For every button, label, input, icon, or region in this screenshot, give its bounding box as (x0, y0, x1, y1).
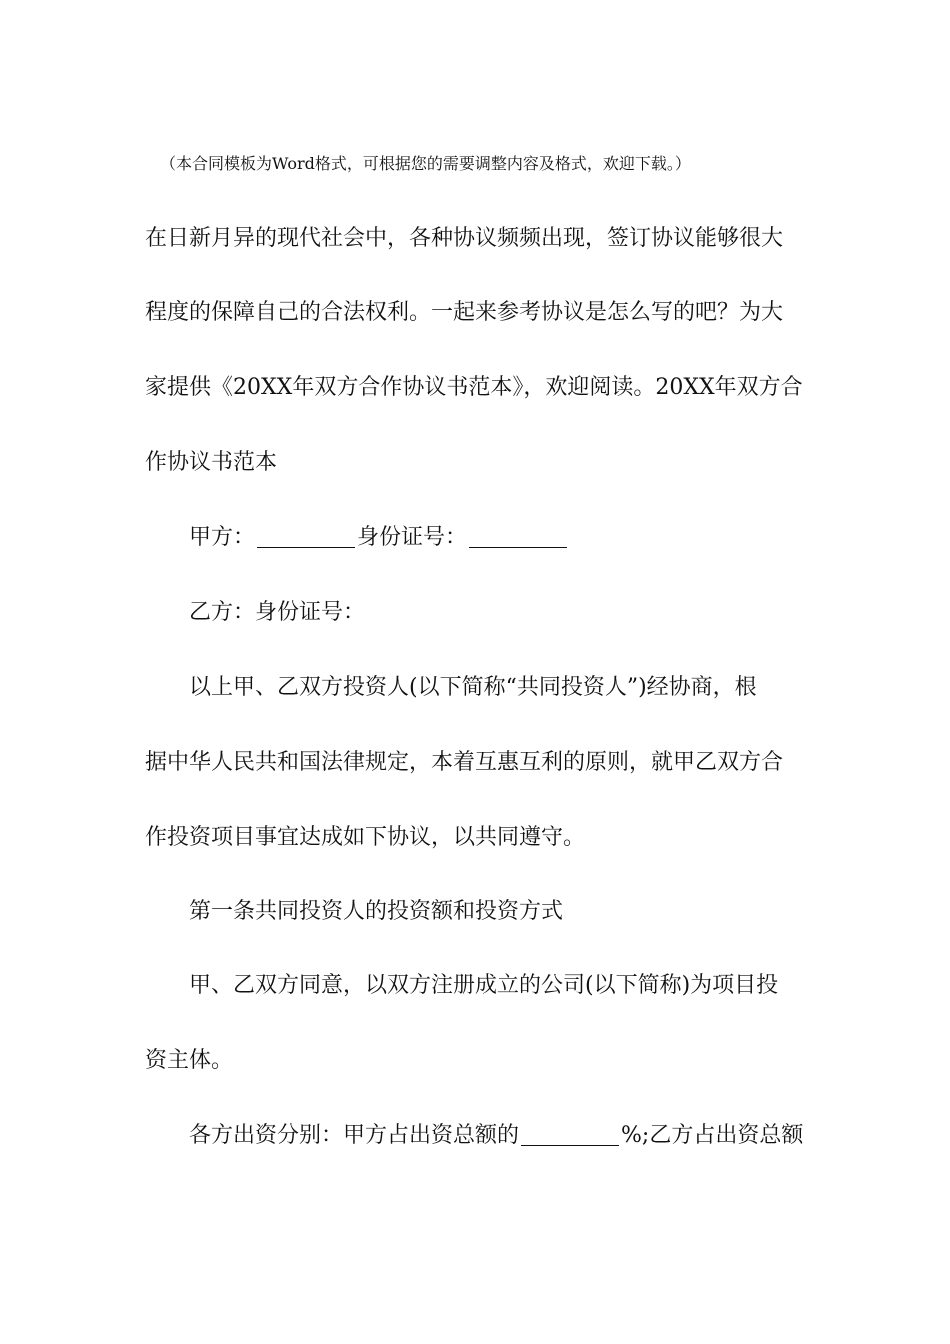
intro-line-3: 家提供《20XX年双方合作协议书范本》，欢迎阅读。20XX年双方合 (145, 375, 803, 400)
contribution-prefix: 各方出资分别：甲方占出资总额的 (189, 1123, 520, 1148)
contribution-suffix: %;乙方占出资总额 (621, 1123, 804, 1148)
template-note: （本合同模板为Word格式，可根据您的需要调整内容及格式，欢迎下载。） (160, 154, 691, 173)
party-a-percent-blank[interactable] (521, 1123, 619, 1146)
party-a-id-label: 身份证号： (357, 525, 468, 550)
party-b-line: 乙方：身份证号： (189, 600, 366, 625)
party-a-name-blank[interactable] (257, 525, 355, 548)
contribution-line (189, 1121, 803, 1151)
clause-intro-line-3: 作投资项目事宜达成如下协议，以共同遵守。 (145, 825, 586, 850)
intro-line-4: 作协议书范本 (145, 450, 278, 475)
intro-line-2: 程度的保障自己的合法权利。一起来参考协议是怎么写的吧？为大 (145, 300, 784, 325)
clause-intro-line-2: 据中华人民共和国法律规定，本着互惠互利的原则，就甲乙双方合 (145, 750, 784, 775)
party-a-label: 甲方： (189, 525, 256, 550)
article-1-para-line-1: 甲、乙双方同意，以双方注册成立的公司(以下简称)为项目投 (189, 973, 779, 998)
article-1-title: 第一条共同投资人的投资额和投资方式 (189, 899, 564, 924)
party-a-id-blank[interactable] (469, 525, 567, 548)
clause-intro-line-1: 以上甲、乙双方投资人(以下简称“共同投资人”)经协商，根 (189, 675, 757, 700)
article-1-para-line-2: 资主体。 (145, 1048, 234, 1073)
party-a-line (189, 523, 569, 553)
intro-line-1: 在日新月异的现代社会中，各种协议频频出现，签订协议能够很大 (145, 226, 784, 251)
